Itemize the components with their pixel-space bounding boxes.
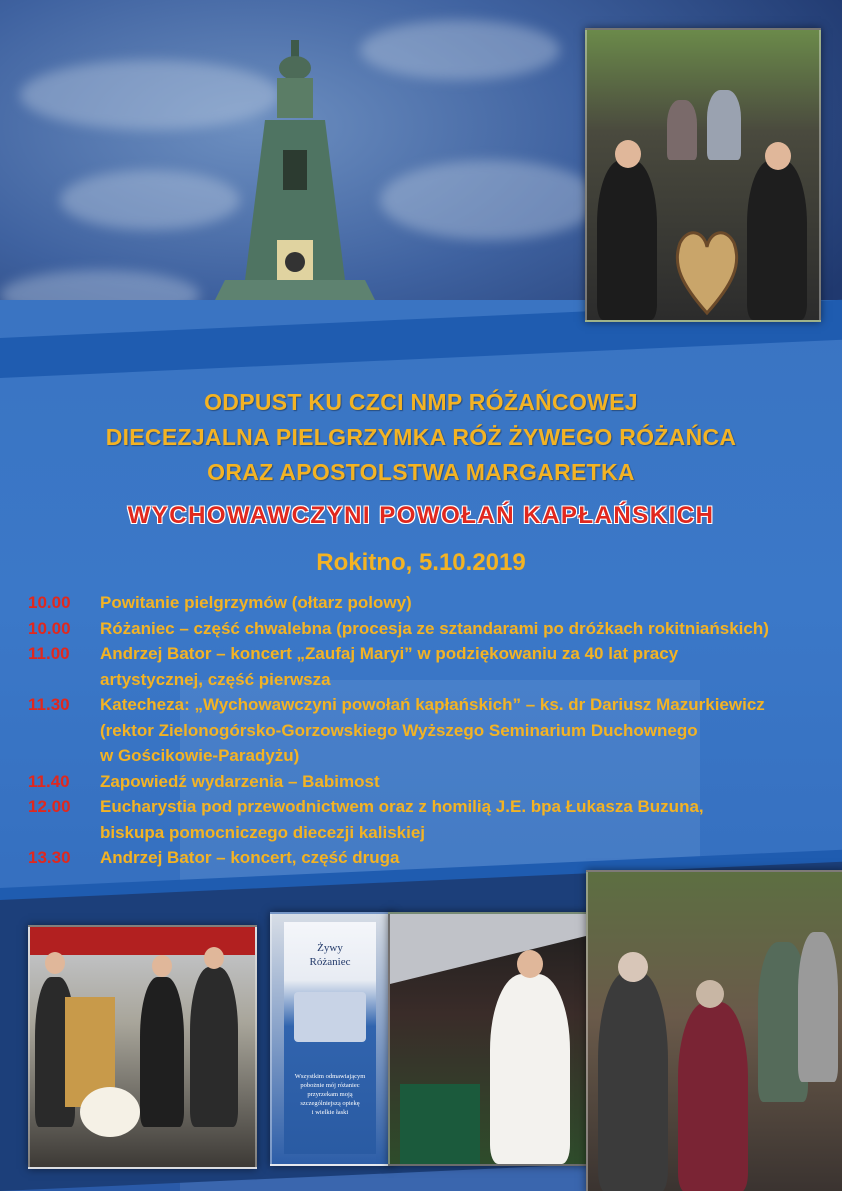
rosary-banner: [284, 922, 376, 1154]
priest-photo: [388, 912, 592, 1166]
flower-bouquet: [80, 1087, 140, 1137]
schedule-time: 10.00: [28, 618, 71, 638]
schedule-time: 11.30: [28, 695, 70, 714]
schedule-text: Andrzej Bator – koncert „Zaufaj Maryi” w podziękowaniu za 40 lat pracy artystycznej, część pierwsza: [100, 644, 679, 689]
schedule-text: Różaniec – część chwalebna (procesja ze sztandarami po dróżkach rokitniańskich): [100, 618, 769, 638]
event-date: Rokitno, 5.10.2019: [316, 549, 526, 576]
schedule-time: 13.30: [28, 848, 71, 867]
title-line-2: DIECEZJALNA PIELGRZYMKA RÓŻ ŻYWEGO RÓŻAŃCA: [105, 424, 737, 450]
title-line-1: ODPUST KU CZCI NMP RÓŻAŃCOWEJ: [204, 389, 638, 415]
schedule-item: [28, 590, 828, 616]
altar-table: [400, 1084, 480, 1164]
schedule-item: [28, 641, 828, 692]
schedule-text: Zapowiedź wydarzenia – Babimost: [100, 771, 380, 791]
hands-rosary-image: [294, 992, 366, 1042]
schedule-item: [28, 616, 828, 642]
schedule-text: Powitanie pielgrzymów (ołtarz polowy): [100, 593, 412, 612]
banner-title-1: Żywy: [317, 942, 343, 954]
rosary-banner-photo: [270, 912, 394, 1166]
rosary-heart-icon: [672, 225, 742, 315]
schedule-item: [28, 769, 828, 795]
schedule-text: Eucharystia pod przewodnictwem oraz z homilią J.E. bpa Łukasza Buzuna, biskupa pomocniczego diecezji kaliskiej: [100, 797, 704, 842]
banner-small-text: Wszystkim odmawiającym pobożnie mój różaniec przyrzekam moją szczególniejszą opiekę i wielkie łaski: [294, 1073, 366, 1116]
schedule-item: [28, 692, 828, 769]
subtitle: WYCHOWAWCZYNI POWOŁAŃ KAPŁAŃSKICH: [127, 502, 715, 529]
schedule-text: Andrzej Bator – koncert, część druga: [100, 848, 400, 867]
pilgrims-photo: [585, 28, 821, 322]
banner-title-2: Różaniec: [309, 956, 351, 968]
stage-photo: [28, 925, 257, 1169]
schedule-item: [28, 794, 828, 845]
title-line-3: ORAZ APOSTOLSTWA MARGARETKA: [207, 459, 635, 485]
schedule-time: 12.00: [28, 797, 71, 816]
schedule-time: 10.00: [28, 593, 71, 612]
schedule-time: 11.00: [28, 644, 70, 663]
schedule-time: 11.40: [28, 771, 70, 791]
crowd-photo: [586, 870, 842, 1191]
schedule-item: [28, 845, 828, 871]
schedule-text: Katecheza: „Wychowawczyni powołań kapłańskich” – ks. dr Dariusz Mazurkiewicz (rektor Zielonogórsko-Gorzowskiego Wyższego Seminarium Duchownego w Gościkowie-Paradyżu): [100, 695, 765, 765]
schedule-list: [28, 590, 828, 871]
